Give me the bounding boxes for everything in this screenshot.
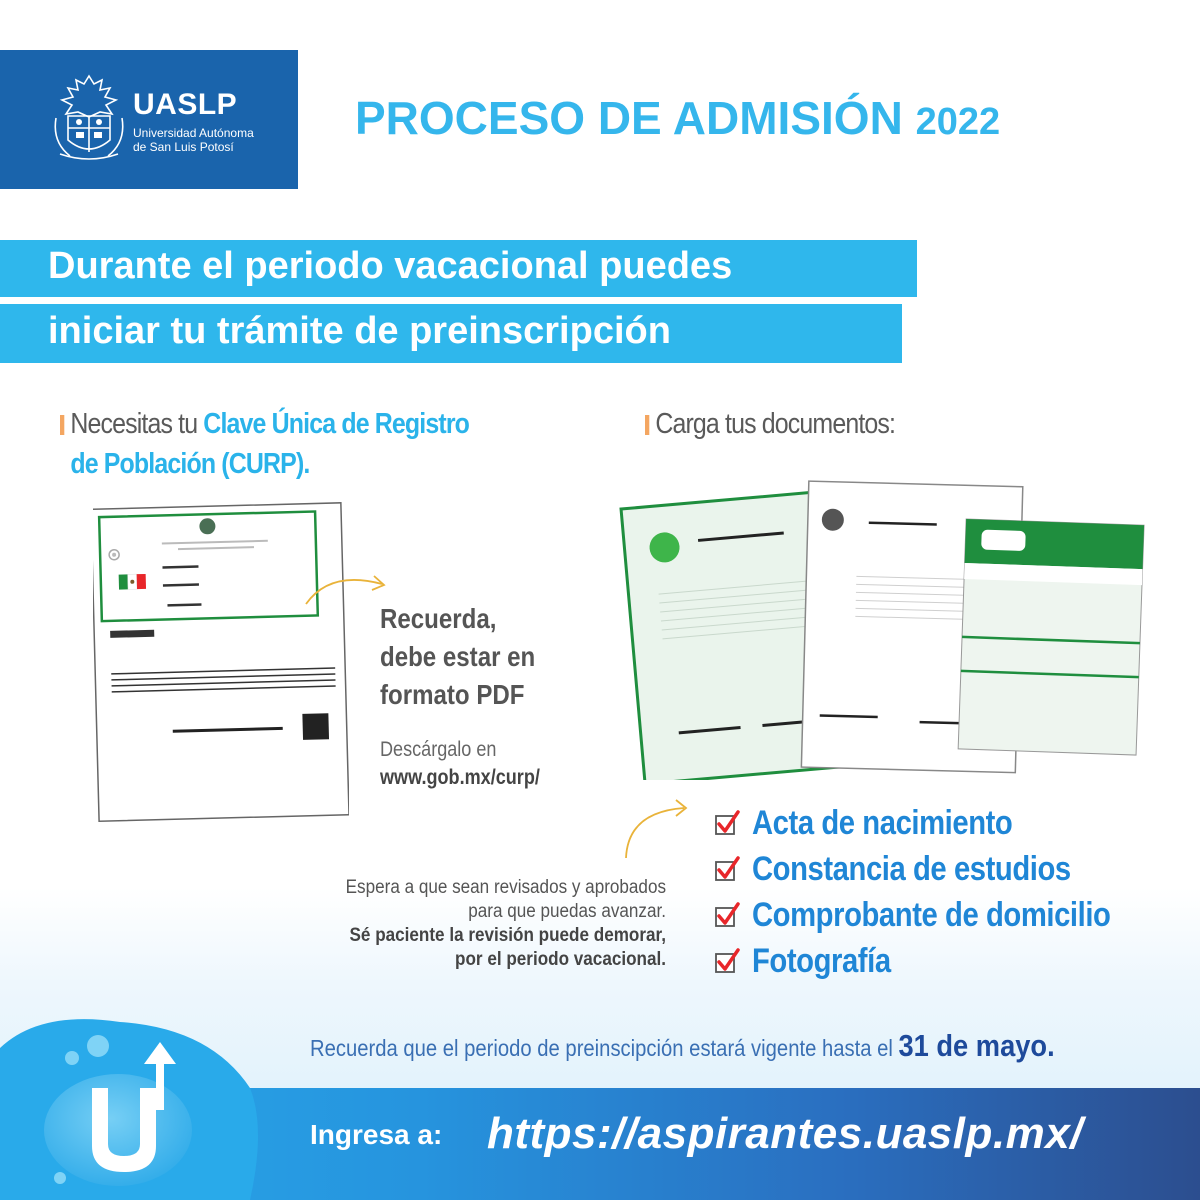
- curp-highlight-line2: de Población (CURP).: [70, 448, 310, 480]
- logo-wordmark: UASLP: [133, 88, 238, 121]
- university-name-line2: de San Luis Potosí: [133, 140, 234, 154]
- download-label: Descárgalo en: [380, 738, 497, 761]
- university-name-line1: Universidad Autónoma: [133, 126, 254, 140]
- upload-documents-text: Carga tus documentos:: [655, 408, 896, 440]
- bullet-marker: [645, 415, 649, 435]
- subtitle-ribbon-line1: Durante el periodo vacacional puedes: [0, 240, 917, 297]
- wait-notice-line3: Sé paciente la revisión puede demorar,: [349, 925, 666, 946]
- checkbox-checked-icon: [714, 810, 740, 836]
- subtitle-ribbon-line2: iniciar tu trámite de preinscripción: [0, 304, 902, 363]
- checklist-item-label: Constancia de estudios: [752, 849, 1071, 888]
- aspirantes-portal-link[interactable]: https://aspirantes.uaslp.mx/: [487, 1109, 1083, 1158]
- wait-notice-line4: por el periodo vacacional.: [455, 949, 666, 970]
- page-title: [355, 90, 1000, 150]
- checklist-item-label: Comprobante de domicilio: [752, 895, 1111, 934]
- checkbox-checked-icon: [714, 856, 740, 882]
- checkbox-checked-icon: [714, 948, 740, 974]
- curp-download-link[interactable]: www.gob.mx/curp/: [380, 766, 540, 789]
- upload-documents-heading: [645, 404, 895, 444]
- university-seal-icon: [50, 72, 128, 162]
- university-logo-block: [0, 50, 298, 189]
- university-name: [133, 126, 283, 154]
- page-title-year: 2022: [915, 101, 1001, 143]
- curp-requirement: [60, 404, 576, 484]
- deadline-date: 31 de mayo.: [898, 1028, 1055, 1063]
- reminder-line3: formato PDF: [380, 679, 525, 710]
- checklist-item: [714, 892, 1184, 938]
- curp-intro: Necesitas tu: [70, 408, 204, 440]
- curp-highlight-line1: Clave Única de Registro: [203, 408, 470, 440]
- review-wait-notice: [230, 876, 666, 972]
- reminder-line2: debe estar en: [380, 641, 536, 672]
- wait-notice-line2: para que puedas avanzar.: [468, 901, 666, 922]
- curp-document-illustration: [93, 500, 349, 826]
- page-title-main: PROCESO DE ADMISIÓN: [355, 92, 903, 144]
- aspirantes-u-logo-icon: [0, 1018, 266, 1200]
- arrow-curve-icon: [616, 796, 696, 862]
- checklist-item: [714, 846, 1184, 892]
- deadline-text: Recuerda que el periodo de preinscipción estará vigente hasta el: [310, 1035, 899, 1061]
- reminder-line1: Recuerda,: [380, 603, 497, 634]
- checklist-item: [714, 800, 1184, 846]
- access-label: Ingresa a:: [310, 1119, 443, 1150]
- wait-notice-line1: Espera a que sean revisados y aprobados: [345, 877, 666, 898]
- document-checklist: [714, 800, 1184, 984]
- checklist-item: [714, 938, 1184, 984]
- checklist-item-label: Acta de nacimiento: [752, 803, 1013, 842]
- deadline-note: [310, 1030, 1055, 1064]
- checklist-item-label: Fotografía: [752, 941, 891, 980]
- bullet-marker: [60, 415, 64, 435]
- documents-illustration: [610, 460, 1150, 780]
- checkbox-checked-icon: [714, 902, 740, 928]
- pdf-format-reminder: [380, 600, 586, 714]
